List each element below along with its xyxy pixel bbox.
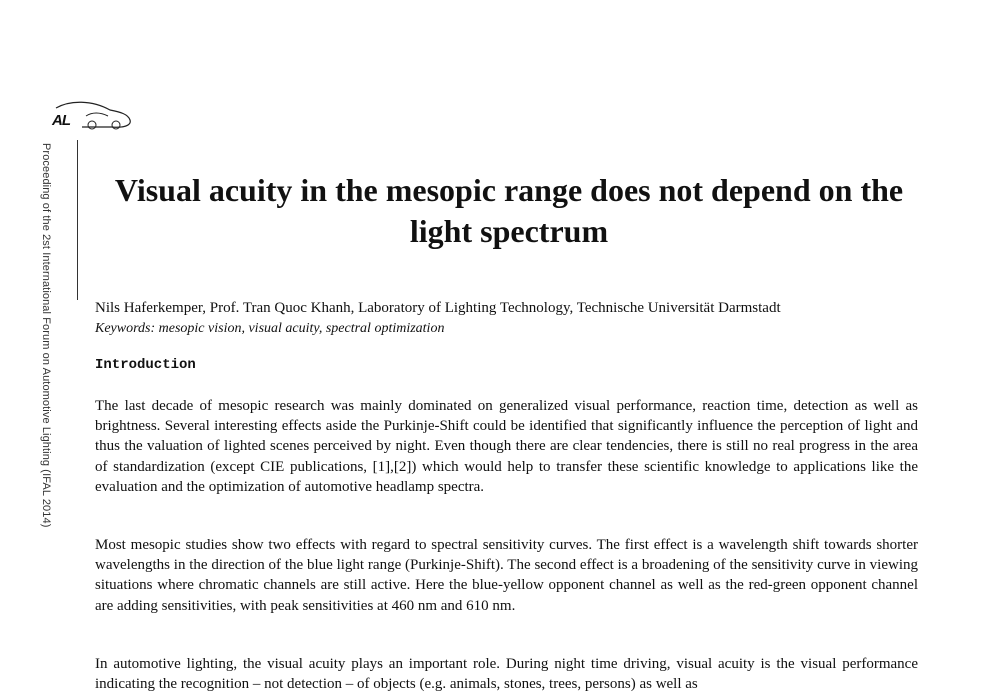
ifal-logo (52, 98, 136, 134)
authors-line: Nils Haferkemper, Prof. Tran Quoc Khanh, Laboratory of Lighting Technology, Technische Universität Darmstadt (95, 300, 781, 316)
paragraph-1: The last decade of mesopic research was mainly dominated on generalized visual performance, reaction time, detection as well as brightness. Several interesting effects aside the Purkinje-Shift could be identified that significantly influence the perception of light and thus the valuation of lighted scenes perceived by night. Even though there are clear tendencies, there is still no real progress in the area of standardization (except CIE publications, [1],[2]) which would help to transfer these scientific knowledge to applications like the evaluation and the optimization of automotive headlamp spectra. (95, 398, 918, 495)
sidebar-proceedings-text: Proceeding of the 2st International Forum on Automotive Lighting (IFAL 2014) (40, 143, 52, 528)
section-heading: Introduction (95, 357, 196, 373)
paragraph-2: Most mesopic studies show two effects with regard to spectral sensitivity curves. The first effect is a wavelength shift towards shorter wavelengths in the direction of the blue light range (Purkinje-Shift). The second effect is a broadening of the sensitivity curve in viewing situations where chromatic channels are still active. Here the blue-yellow opponent channel as well as the red-green opponent channel are adding sensitivities, with peak sensitivities at 460 nm and 610 nm. (95, 537, 918, 614)
logo-text: AL (52, 112, 70, 129)
sidebar-divider (77, 140, 78, 300)
paragraph-3: In automotive lighting, the visual acuity plays an important role. During night time driving, visual acuity is the visual performance indicating the recognition – not detection – of objects (e.g. animals, stones, trees, persons) as well as (95, 656, 918, 693)
paper-title: Visual acuity in the mesopic range does not depend on the light spectrum (114, 172, 904, 249)
keywords-line: Keywords: mesopic vision, visual acuity, spectral optimization (95, 321, 445, 336)
